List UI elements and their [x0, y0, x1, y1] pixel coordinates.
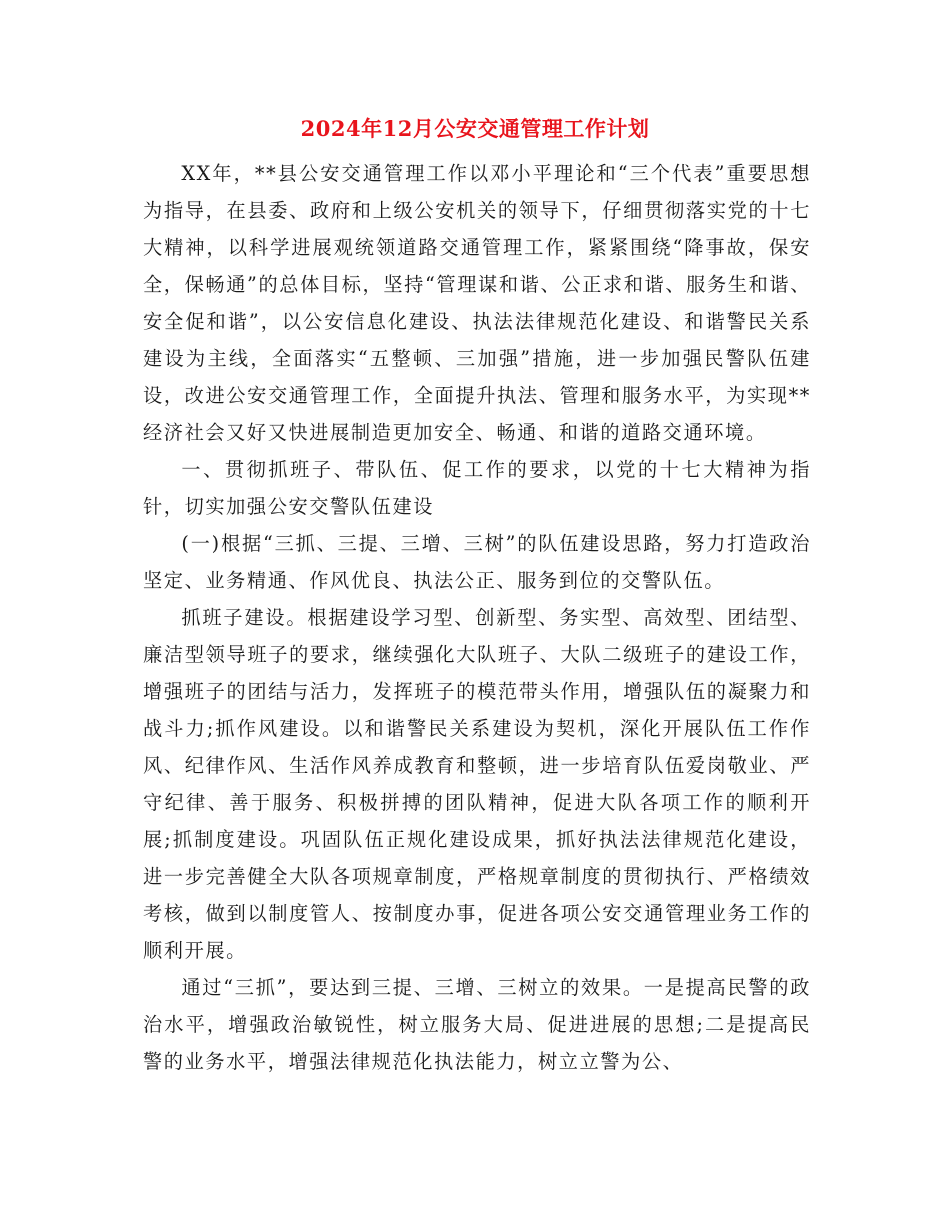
document-title: 2024年12月公安交通管理工作计划 [300, 116, 650, 141]
paragraph-team-building: 抓班子建设。根据建设学习型、创新型、务实型、高效型、团结型、廉洁型领导班子的要求，继续强化大队班子、大队二级班子的建设工作，增强班子的团结与活力，发挥班子的模范带头作用，增强队伍的凝聚力和战斗力;抓作风建设。以和谐警民关系建设为契机，深化开展队伍工作作风、纪律作风、生活作风养成教育和整顿，进一步培育队伍爱岗敬业、严守纪律、善于服务、积极拼搏的团队精神，促进大队各项工作的顺利开展;抓制度建设。巩固队伍正规化建设成果，抓好执法法律规范化建设，进一步完善健全大队各项规章制度，严格规章制度的贯彻执行、严格绩效考核，做到以制度管人、按制度办事，促进各项公安交通管理业务工作的顺利开展。 [143, 606, 811, 962]
paragraph-subsection-one: (一)根据“三抓、三提、三增、三树”的队伍建设思路，努力打造政治坚定、业务精通、作风优良、执法公正、服务到位的交警队伍。 [143, 532, 811, 592]
paragraph-three-goals: 通过“三抓”，要达到三提、三增、三树立的效果。一是提高民警的政治水平，增强政治敏锐性，树立服务大局、促进进展的思想;二是提高民警的业务水平，增强法律规范化执法能力，树立立警为公、 [143, 976, 811, 1073]
document-body [143, 155, 811, 1080]
paragraph-section-one-heading: 一、贯彻抓班子、带队伍、促工作的要求，以党的十七大精神为指针，切实加强公安交警队伍建设 [143, 458, 811, 518]
paragraph-intro: XX年，**县公安交通管理工作以邓小平理论和“三个代表”重要思想为指导，在县委、政府和上级公安机关的领导下，仔细贯彻落实党的十七大精神，以科学进展观统领道路交通管理工作，紧紧围绕“降事故，保安全，保畅通”的总体目标，坚持“管理谋和谐、公正求和谐、服务生和谐、安全促和谐”，以公安信息化建设、执法法律规范化建设、和谐警民关系建设为主线，全面落实“五整顿、三加强”措施，进一步加强民警队伍建设，改进公安交通管理工作，全面提升执法、管理和服务水平，为实现**经济社会又好又快进展制造更加安全、畅通、和谐的道路交通环境。 [143, 162, 811, 444]
